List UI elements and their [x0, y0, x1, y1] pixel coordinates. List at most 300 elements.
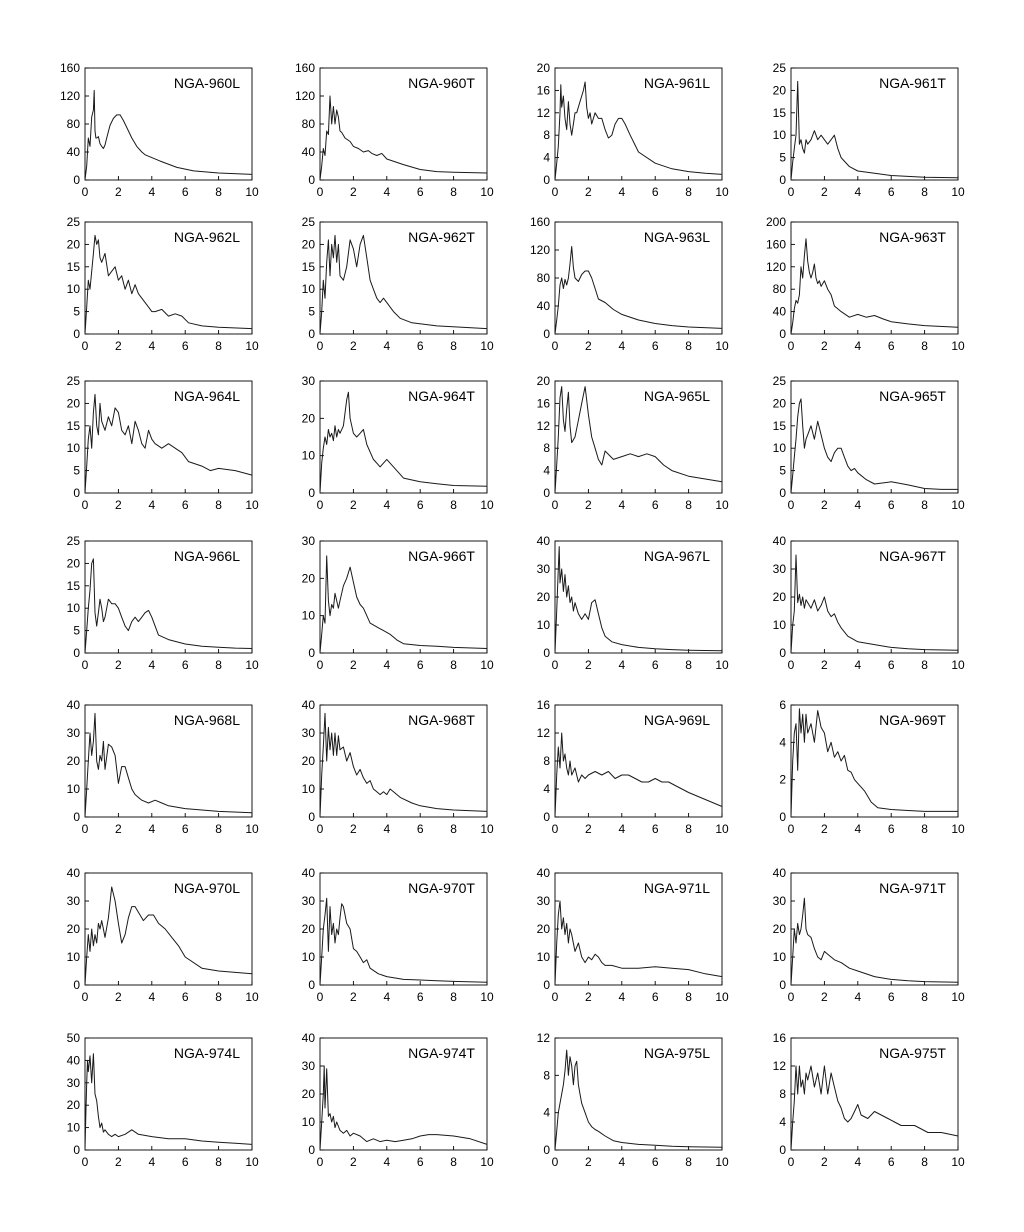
y-tick-label: 30 — [772, 894, 786, 908]
y-tick-label: 10 — [66, 282, 80, 297]
y-tick-label: 10 — [536, 618, 550, 632]
x-tick-label: 4 — [383, 822, 391, 836]
x-tick-label: 10 — [951, 822, 965, 836]
y-tick-label: 80 — [301, 117, 315, 131]
spectrum-panel-nga-974l — [30, 1026, 275, 1186]
y-tick-label: 20 — [772, 83, 786, 98]
x-tick-label: 2 — [350, 822, 357, 836]
x-tick-label: 6 — [416, 339, 424, 353]
y-tick-label: 80 — [772, 282, 786, 297]
y-tick-label: 8 — [543, 1068, 550, 1083]
series-line-nga-967t — [791, 555, 958, 653]
x-tick-label: 10 — [480, 822, 494, 836]
x-tick-label: 8 — [685, 822, 692, 836]
x-tick-label: 6 — [181, 658, 189, 672]
panel-label: NGA-975L — [643, 1045, 710, 1061]
series-line-nga-966t — [320, 556, 487, 653]
y-tick-label: 4 — [543, 1105, 550, 1120]
y-tick-label: 25 — [66, 374, 80, 388]
panel-label: NGA-974T — [408, 1045, 475, 1061]
x-tick-label: 0 — [316, 658, 324, 672]
x-tick-label: 8 — [215, 990, 222, 1004]
x-tick-label: 2 — [115, 658, 122, 672]
x-tick-label: 6 — [651, 1155, 659, 1169]
y-tick-label: 4 — [779, 1115, 786, 1129]
x-tick-label: 6 — [416, 498, 424, 512]
x-tick-label: 2 — [115, 1155, 122, 1169]
spectrum-panel-nga-971l — [500, 861, 745, 1021]
x-tick-label: 4 — [148, 990, 156, 1004]
y-tick-label: 40 — [536, 299, 550, 313]
y-tick-label: 15 — [66, 578, 80, 593]
y-tick-label: 20 — [66, 922, 80, 936]
y-tick-label: 30 — [66, 894, 80, 908]
x-tick-label: 10 — [480, 990, 494, 1004]
x-tick-label: 0 — [81, 658, 89, 672]
x-tick-label: 6 — [416, 822, 424, 836]
series-line-nga-962l — [85, 235, 252, 334]
spectrum-panel-nga-962t — [265, 210, 510, 370]
x-tick-label: 10 — [480, 498, 494, 512]
y-tick-label: 15 — [772, 105, 786, 120]
x-tick-label: 0 — [316, 822, 324, 836]
x-tick-label: 10 — [715, 658, 729, 672]
y-tick-label: 20 — [772, 396, 786, 411]
y-tick-label: 5 — [73, 623, 80, 638]
y-tick-label: 0 — [73, 646, 80, 660]
x-tick-label: 6 — [416, 990, 424, 1004]
panel-label: NGA-964L — [173, 388, 240, 404]
y-tick-label: 15 — [772, 418, 786, 433]
x-tick-label: 8 — [921, 658, 928, 672]
spectrum-panel-nga-971t — [736, 861, 981, 1021]
x-tick-label: 8 — [450, 339, 457, 353]
y-tick-label: 200 — [765, 215, 786, 229]
y-tick-label: 20 — [536, 922, 550, 936]
y-tick-label: 0 — [779, 486, 786, 500]
y-tick-label: 12 — [536, 1031, 550, 1045]
spectrum-panel-nga-970t — [265, 861, 510, 1021]
y-tick-label: 0 — [73, 327, 80, 341]
x-tick-label: 4 — [854, 185, 862, 199]
y-tick-label: 0 — [779, 646, 786, 660]
x-tick-label: 0 — [81, 1155, 89, 1169]
spectrum-panel-nga-970l — [30, 861, 275, 1021]
y-tick-label: 25 — [66, 534, 80, 548]
y-tick-label: 25 — [66, 215, 80, 229]
y-tick-label: 25 — [301, 215, 315, 229]
x-tick-label: 10 — [715, 498, 729, 512]
x-tick-label: 6 — [651, 339, 659, 353]
x-tick-label: 2 — [350, 498, 357, 512]
y-tick-label: 50 — [66, 1031, 80, 1045]
y-tick-label: 16 — [536, 698, 550, 712]
x-tick-label: 4 — [618, 339, 626, 353]
x-tick-label: 10 — [951, 339, 965, 353]
series-line-nga-960l — [85, 90, 252, 180]
y-tick-label: 15 — [66, 259, 80, 274]
x-tick-label: 8 — [685, 498, 692, 512]
x-tick-label: 8 — [215, 658, 222, 672]
y-tick-label: 0 — [543, 978, 550, 992]
y-tick-label: 40 — [536, 866, 550, 880]
x-tick-label: 2 — [350, 1155, 357, 1169]
x-tick-label: 10 — [951, 498, 965, 512]
x-tick-label: 6 — [651, 185, 659, 199]
spectrum-panel-nga-964l — [30, 369, 275, 529]
x-tick-label: 6 — [651, 498, 659, 512]
series-line-nga-963l — [555, 247, 722, 335]
x-tick-label: 0 — [551, 990, 559, 1004]
y-tick-label: 8 — [779, 1087, 786, 1101]
y-tick-label: 10 — [301, 950, 315, 964]
y-tick-label: 40 — [772, 304, 786, 319]
x-tick-label: 2 — [585, 822, 592, 836]
x-tick-label: 0 — [316, 990, 324, 1004]
x-tick-label: 2 — [115, 822, 122, 836]
y-tick-label: 0 — [543, 486, 550, 500]
x-tick-label: 6 — [181, 822, 189, 836]
x-tick-label: 4 — [618, 1155, 626, 1169]
x-tick-label: 2 — [585, 1155, 592, 1169]
x-tick-label: 10 — [245, 990, 259, 1004]
y-tick-label: 10 — [772, 618, 786, 632]
y-tick-label: 20 — [301, 922, 315, 936]
x-tick-label: 4 — [854, 498, 862, 512]
series-line-nga-974l — [85, 1054, 252, 1150]
x-tick-label: 10 — [951, 185, 965, 199]
y-tick-label: 10 — [66, 601, 80, 616]
spectrum-panel-nga-974t — [265, 1026, 510, 1186]
spectrum-panel-nga-969l — [500, 693, 745, 853]
y-tick-label: 0 — [779, 173, 786, 187]
x-tick-label: 2 — [350, 658, 357, 672]
x-tick-label: 2 — [821, 990, 828, 1004]
series-line-nga-963t — [791, 239, 958, 334]
x-tick-label: 4 — [148, 185, 156, 199]
y-tick-label: 0 — [779, 978, 786, 992]
y-tick-label: 4 — [543, 150, 550, 165]
y-tick-label: 0 — [308, 327, 315, 341]
x-tick-label: 4 — [854, 990, 862, 1004]
y-tick-label: 30 — [66, 726, 80, 740]
x-tick-label: 2 — [350, 990, 357, 1004]
y-tick-label: 40 — [66, 698, 80, 712]
y-tick-label: 5 — [73, 463, 80, 478]
panel-label: NGA-967L — [643, 548, 710, 564]
spectrum-panel-nga-962l — [30, 210, 275, 370]
x-tick-label: 2 — [585, 498, 592, 512]
x-tick-label: 6 — [887, 498, 895, 512]
series-line-nga-961l — [555, 82, 722, 180]
panel-label: NGA-963T — [879, 229, 946, 245]
panel-label: NGA-971T — [879, 880, 946, 896]
panel-label: NGA-962L — [173, 229, 240, 245]
y-tick-label: 5 — [308, 304, 315, 319]
x-tick-label: 8 — [685, 1155, 692, 1169]
y-tick-label: 30 — [301, 1059, 315, 1073]
y-tick-label: 20 — [301, 571, 315, 586]
x-tick-label: 6 — [181, 498, 189, 512]
y-tick-label: 20 — [536, 590, 550, 604]
panel-label: NGA-965L — [643, 388, 710, 404]
y-tick-label: 40 — [301, 145, 315, 159]
x-tick-label: 10 — [715, 185, 729, 199]
x-tick-label: 6 — [887, 185, 895, 199]
panel-label: NGA-970L — [173, 880, 240, 896]
series-line-nga-970t — [320, 898, 487, 985]
y-tick-label: 10 — [301, 282, 315, 297]
x-tick-label: 4 — [618, 990, 626, 1004]
panel-label: NGA-961L — [643, 75, 710, 91]
y-tick-label: 10 — [772, 950, 786, 964]
x-tick-label: 6 — [181, 1155, 189, 1169]
x-tick-label: 0 — [787, 822, 795, 836]
y-tick-label: 20 — [301, 1087, 315, 1101]
x-tick-label: 10 — [480, 339, 494, 353]
x-tick-label: 4 — [854, 1155, 862, 1169]
y-tick-label: 40 — [66, 145, 80, 159]
y-tick-label: 30 — [301, 726, 315, 740]
x-tick-label: 0 — [787, 1155, 795, 1169]
x-tick-label: 8 — [921, 822, 928, 836]
x-tick-label: 6 — [416, 1155, 424, 1169]
x-tick-label: 2 — [585, 339, 592, 353]
x-tick-label: 4 — [854, 822, 862, 836]
x-tick-label: 8 — [450, 822, 457, 836]
x-tick-label: 10 — [951, 1155, 965, 1169]
x-tick-label: 6 — [416, 185, 424, 199]
x-tick-label: 0 — [81, 822, 89, 836]
panel-label: NGA-969T — [879, 712, 946, 728]
series-line-nga-965t — [791, 399, 958, 493]
y-tick-label: 30 — [301, 534, 315, 548]
y-tick-label: 0 — [308, 978, 315, 992]
x-tick-label: 10 — [715, 990, 729, 1004]
x-tick-label: 4 — [618, 498, 626, 512]
y-tick-label: 0 — [308, 1143, 315, 1157]
y-tick-label: 40 — [772, 866, 786, 880]
x-tick-label: 8 — [215, 822, 222, 836]
x-tick-label: 8 — [685, 339, 692, 353]
x-tick-label: 2 — [115, 498, 122, 512]
x-tick-label: 10 — [480, 185, 494, 199]
x-tick-label: 6 — [181, 339, 189, 353]
spectrum-panel-nga-969t — [736, 693, 981, 853]
x-tick-label: 4 — [148, 658, 156, 672]
series-line-nga-964t — [320, 392, 487, 493]
y-tick-label: 20 — [66, 396, 80, 411]
y-tick-label: 30 — [772, 562, 786, 576]
panel-label: NGA-960T — [408, 75, 475, 91]
y-tick-label: 20 — [772, 590, 786, 604]
y-tick-label: 10 — [66, 441, 80, 456]
y-tick-label: 40 — [66, 866, 80, 880]
y-tick-label: 160 — [765, 237, 786, 252]
y-tick-label: 0 — [779, 810, 786, 824]
x-tick-label: 10 — [715, 822, 729, 836]
x-tick-label: 0 — [316, 1155, 324, 1169]
x-tick-label: 6 — [887, 658, 895, 672]
y-tick-label: 12 — [536, 105, 550, 120]
y-tick-label: 10 — [772, 128, 786, 143]
panel-label: NGA-966T — [408, 548, 475, 564]
x-tick-label: 2 — [821, 339, 828, 353]
y-tick-label: 4 — [543, 463, 550, 478]
x-tick-label: 8 — [685, 990, 692, 1004]
y-tick-label: 40 — [301, 1031, 315, 1045]
x-tick-label: 2 — [585, 990, 592, 1004]
y-tick-label: 4 — [779, 735, 786, 750]
y-tick-label: 5 — [779, 150, 786, 165]
x-tick-label: 8 — [921, 339, 928, 353]
panel-label: NGA-965T — [879, 388, 946, 404]
y-tick-label: 5 — [73, 304, 80, 319]
panel-label: NGA-975T — [879, 1045, 946, 1061]
y-tick-label: 30 — [536, 894, 550, 908]
x-tick-label: 10 — [245, 185, 259, 199]
y-tick-label: 80 — [66, 117, 80, 131]
y-tick-label: 10 — [66, 1120, 80, 1135]
x-tick-label: 0 — [551, 822, 559, 836]
y-tick-label: 20 — [301, 754, 315, 768]
spectrum-panel-nga-963t — [736, 210, 981, 370]
x-tick-label: 6 — [887, 339, 895, 353]
y-tick-label: 20 — [66, 556, 80, 571]
series-line-nga-968t — [320, 713, 487, 817]
y-tick-label: 10 — [301, 1115, 315, 1129]
x-tick-label: 0 — [316, 498, 324, 512]
y-tick-label: 0 — [543, 1143, 550, 1157]
series-line-nga-970l — [85, 887, 252, 985]
y-tick-label: 10 — [301, 608, 315, 623]
x-tick-label: 2 — [115, 990, 122, 1004]
y-tick-label: 25 — [772, 374, 786, 388]
x-tick-label: 10 — [480, 658, 494, 672]
x-tick-label: 0 — [81, 185, 89, 199]
y-tick-label: 25 — [772, 61, 786, 75]
spectrum-panel-nga-961l — [500, 56, 745, 216]
x-tick-label: 2 — [585, 658, 592, 672]
x-tick-label: 0 — [551, 1155, 559, 1169]
x-tick-label: 8 — [215, 339, 222, 353]
y-tick-label: 12 — [536, 418, 550, 433]
x-tick-label: 8 — [921, 185, 928, 199]
y-tick-label: 10 — [66, 782, 80, 796]
x-tick-label: 2 — [350, 185, 357, 199]
panel-label: NGA-974L — [173, 1045, 240, 1061]
y-tick-label: 160 — [59, 61, 80, 75]
spectrum-panel-nga-975t — [736, 1026, 981, 1186]
y-tick-label: 8 — [543, 441, 550, 456]
x-tick-label: 0 — [81, 990, 89, 1004]
y-tick-label: 16 — [536, 83, 550, 98]
y-tick-label: 16 — [772, 1031, 786, 1045]
y-tick-label: 15 — [66, 418, 80, 433]
x-tick-label: 8 — [450, 1155, 457, 1169]
x-tick-label: 0 — [787, 185, 795, 199]
y-tick-label: 5 — [779, 463, 786, 478]
y-tick-label: 4 — [543, 782, 550, 796]
x-tick-label: 10 — [480, 1155, 494, 1169]
y-tick-label: 120 — [59, 89, 80, 103]
y-tick-label: 16 — [536, 396, 550, 411]
y-tick-label: 15 — [301, 259, 315, 274]
x-tick-label: 0 — [787, 658, 795, 672]
y-tick-label: 0 — [308, 173, 315, 187]
x-tick-label: 4 — [618, 658, 626, 672]
panel-label: NGA-969L — [643, 712, 710, 728]
y-tick-label: 160 — [529, 215, 550, 229]
y-tick-label: 20 — [66, 754, 80, 768]
panel-label: NGA-968T — [408, 712, 475, 728]
y-tick-label: 80 — [536, 271, 550, 285]
x-tick-label: 6 — [887, 990, 895, 1004]
x-tick-label: 2 — [821, 822, 828, 836]
x-tick-label: 8 — [921, 498, 928, 512]
x-tick-label: 10 — [715, 339, 729, 353]
x-tick-label: 10 — [245, 339, 259, 353]
y-tick-label: 12 — [536, 726, 550, 740]
y-tick-label: 0 — [543, 810, 550, 824]
panel-label: NGA-961T — [879, 75, 946, 91]
y-tick-label: 20 — [301, 411, 315, 426]
x-tick-label: 8 — [450, 498, 457, 512]
x-tick-label: 10 — [245, 498, 259, 512]
y-tick-label: 0 — [308, 646, 315, 660]
x-tick-label: 6 — [887, 1155, 895, 1169]
x-tick-label: 0 — [81, 339, 89, 353]
panel-label: NGA-962T — [408, 229, 475, 245]
panel-label: NGA-970T — [408, 880, 475, 896]
x-tick-label: 8 — [685, 185, 692, 199]
spectrum-panel-nga-966t — [265, 529, 510, 689]
x-tick-label: 0 — [787, 990, 795, 1004]
series-line-nga-969l — [555, 733, 722, 817]
series-line-nga-971t — [791, 898, 958, 985]
series-line-nga-971l — [555, 901, 722, 985]
y-tick-label: 40 — [66, 1053, 80, 1068]
y-tick-label: 30 — [301, 894, 315, 908]
series-line-nga-968l — [85, 713, 252, 817]
series-line-nga-974t — [320, 1066, 487, 1150]
y-tick-label: 12 — [772, 1059, 786, 1073]
x-tick-label: 4 — [148, 1155, 156, 1169]
x-tick-label: 2 — [821, 658, 828, 672]
x-tick-label: 6 — [651, 658, 659, 672]
panel-label: NGA-967T — [879, 548, 946, 564]
spectrum-panel-nga-965t — [736, 369, 981, 529]
x-tick-label: 6 — [887, 822, 895, 836]
x-tick-label: 2 — [115, 185, 122, 199]
x-tick-label: 2 — [115, 339, 122, 353]
y-tick-label: 8 — [543, 754, 550, 768]
spectrum-panel-nga-967l — [500, 529, 745, 689]
x-tick-label: 4 — [383, 498, 391, 512]
x-tick-label: 10 — [715, 1155, 729, 1169]
x-tick-label: 10 — [951, 990, 965, 1004]
series-line-nga-964l — [85, 394, 252, 493]
x-tick-label: 4 — [383, 658, 391, 672]
y-tick-label: 0 — [73, 810, 80, 824]
x-tick-label: 8 — [450, 990, 457, 1004]
y-tick-label: 0 — [308, 486, 315, 500]
spectrum-panel-nga-960l — [30, 56, 275, 216]
panel-label: NGA-964T — [408, 388, 475, 404]
panel-label: NGA-960L — [173, 75, 240, 91]
y-tick-label: 2 — [779, 772, 786, 787]
y-tick-label: 10 — [536, 950, 550, 964]
